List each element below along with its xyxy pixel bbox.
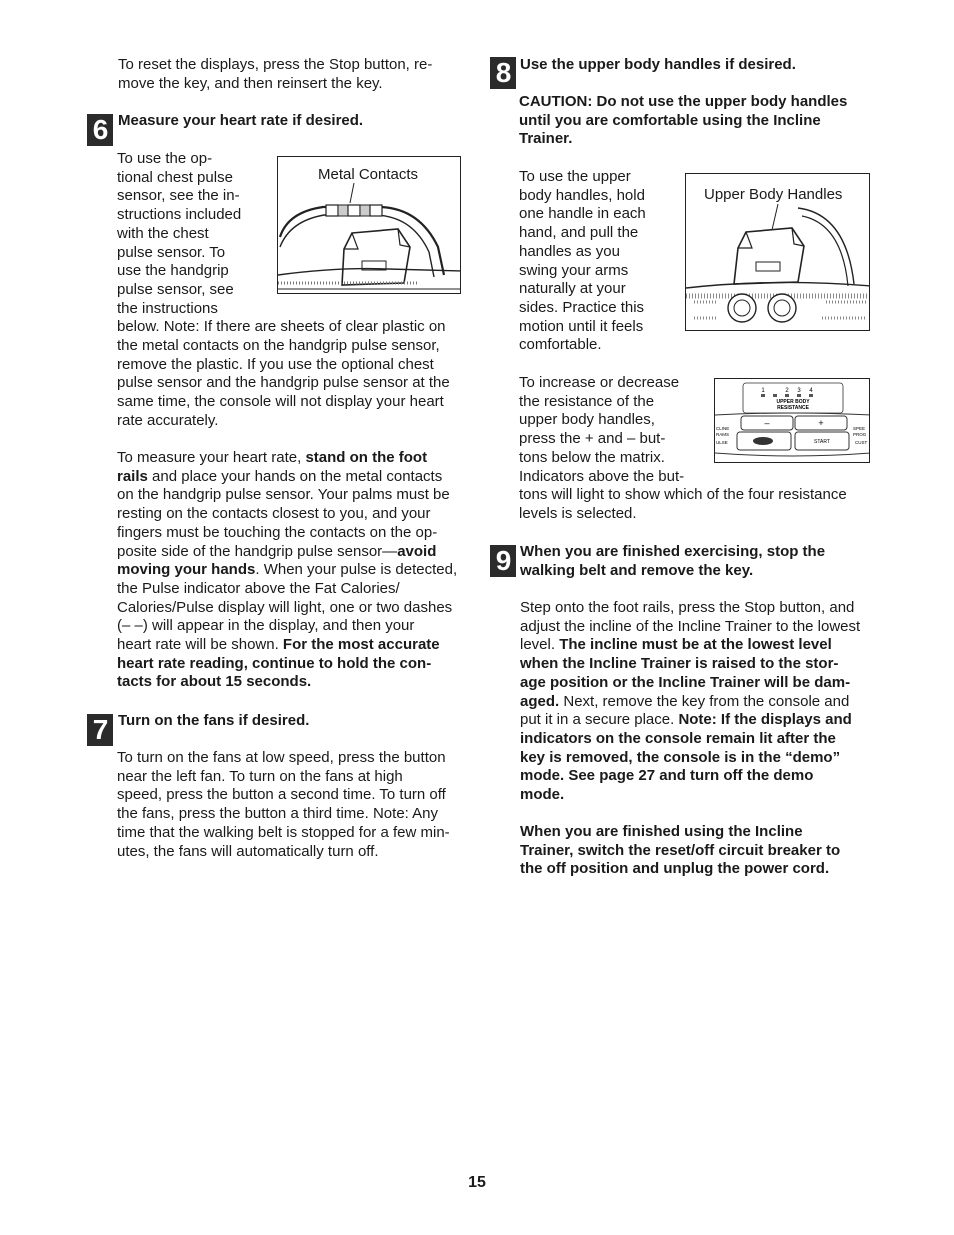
level-2-label: 2 [785, 388, 789, 394]
text-line: press the + and – but- [519, 430, 666, 448]
text-line: on the handgrip pulse sensor. Your palms must be [117, 486, 450, 504]
console-illustration [715, 379, 870, 463]
text-line: To reset the displays, press the Stop button, re- [118, 56, 433, 73]
level-4-label: 4 [809, 388, 813, 394]
text-line: comfortable. [519, 336, 602, 354]
text-line: aged. Next, remove the key from the console and [520, 692, 850, 710]
text-line: speed, press the button a second time. To turn off [117, 786, 446, 804]
text-line: remove the plastic. If you use the optional chest [117, 355, 434, 373]
text-line: rails and place your hands on the metal contacts [117, 467, 443, 485]
text-line: near the left fan. To turn on the fans at high [117, 767, 403, 785]
text-line: adjust the incline of the Incline Trainer to the lowest [520, 617, 861, 635]
step-8-paragraph-1 [519, 168, 646, 355]
step-8-caution [519, 93, 847, 149]
text-line: heart rate will be shown. For the most accurate [117, 636, 440, 654]
text-line: To turn on the fans at low speed, press the button [117, 749, 446, 766]
handle-illustration [686, 174, 870, 331]
text-line: CAUTION: Do not use the upper body handles [519, 93, 848, 110]
custom-label: CUST [855, 440, 868, 445]
text-line: hand, and pull the [519, 224, 639, 242]
text-line: put it in a secure place. Note: If the displays and [520, 711, 852, 729]
text-line: Indicators above the but- [519, 467, 685, 485]
text-line: resting on the contacts closest to you, and your [117, 505, 431, 523]
metal-contacts-label: Metal Contacts [318, 166, 419, 183]
text-line: the off position and unplug the power cord. [520, 860, 830, 878]
text-line: pulse sensor and the handgrip pulse sensor at the [117, 374, 450, 392]
upper-body-handles-label: Upper Body Handles [704, 186, 843, 203]
upper-body-title: UPPER BODY [776, 399, 810, 405]
text-line: one handle in each [519, 205, 646, 223]
text-line: Trainer, switch the reset/off circuit breaker to [520, 841, 841, 859]
text-line: To increase or decrease [519, 374, 680, 391]
text-line: move the key, and then reinsert the key. [118, 74, 383, 92]
text-line: the fans, press the button a third time. Note: Any [117, 805, 439, 823]
text-line: tional chest pulse [117, 168, 233, 186]
text-line: sensor, see the in- [117, 187, 240, 205]
text-line: tacts for about 15 seconds. [117, 673, 312, 691]
text-line: the Pulse indicator above the Fat Calories/ [117, 579, 400, 597]
text-line: the metal contacts on the handgrip pulse sensor, [117, 337, 440, 355]
text-line: rate accurately. [117, 411, 219, 429]
step-9-paragraph [520, 599, 860, 805]
handgrip-illustration [278, 157, 461, 294]
text-line: below. Note: If there are sheets of clear plastic on [117, 318, 446, 336]
text-line: When you are finished exercising, stop the [520, 543, 826, 560]
text-line: the instructions [117, 299, 218, 317]
step-7-paragraph [117, 749, 450, 861]
text-line: body handles, hold [519, 186, 645, 204]
level-3-label: 3 [797, 388, 801, 394]
text-line: Calories/Pulse display will light, one or two dashes [117, 598, 453, 616]
text-line: the resistance of the [519, 392, 655, 410]
text-line: upper body handles, [519, 411, 655, 429]
text-line: To use the upper [519, 168, 631, 185]
text-line: time that the walking belt is stopped for a few min- [117, 823, 450, 841]
plus-label: + [818, 418, 824, 428]
text-line: tons will light to show which of the four resistance [519, 486, 847, 504]
text-line: naturally at your [519, 280, 626, 298]
step-9-heading [520, 543, 825, 580]
step-8-badge: 8 [490, 57, 516, 89]
reset-instructions [118, 56, 432, 93]
programs-label: RAMS [716, 432, 730, 437]
speed-label: SPEE [853, 426, 866, 431]
step-6-heading: Measure your heart rate if desired. [118, 112, 364, 129]
pulse-label: ULSE [716, 440, 728, 445]
text-line: tons below the matrix. [519, 448, 665, 466]
text-line: To use the op- [117, 150, 213, 167]
text-line: heart rate reading, continue to hold the con- [117, 654, 432, 672]
text-line: To measure your heart rate, stand on the foot [117, 449, 428, 466]
text-line: same time, the console will not display your heart [117, 393, 444, 411]
text-line: walking belt and remove the key. [520, 561, 754, 579]
text-line: key is removed, the console is in the “demo” [520, 748, 841, 766]
level-1-label: 1 [761, 388, 765, 394]
text-line: mode. [520, 786, 565, 804]
text-line: pulse sensor. To [117, 243, 226, 261]
text-line: moving your hands. When your pulse is detected, [117, 561, 458, 579]
text-line: level. The incline must be at the lowest level [520, 636, 832, 654]
text-line: Trainer. [519, 130, 573, 148]
text-line: age position or the Incline Trainer will be dam- [520, 673, 851, 691]
step-7-badge: 7 [87, 714, 113, 746]
text-line: until you are comfortable using the Incline [519, 111, 821, 129]
text-line: use the handgrip [117, 262, 229, 280]
text-line: sides. Practice this [519, 298, 645, 316]
step-7-heading: Turn on the fans if desired. [118, 712, 310, 729]
resistance-title: RESISTANCE [777, 405, 809, 411]
text-line: When you are finished using the Incline [520, 823, 803, 840]
start-label: START [814, 439, 830, 445]
metal-contacts-figure [277, 156, 461, 294]
text-line: handles as you [519, 242, 620, 260]
step-9-final-note [520, 823, 840, 879]
text-line: when the Incline Trainer is raised to the stor- [520, 655, 839, 673]
text-line: motion until it feels [519, 317, 644, 335]
resistance-panel-figure [714, 378, 870, 463]
text-line: with the chest [117, 224, 209, 242]
text-line: swing your arms [519, 261, 629, 279]
upper-body-handles-figure [685, 173, 870, 331]
text-line: structions included [117, 206, 242, 224]
page-number: 15 [468, 1174, 486, 1191]
minus-label: – [764, 418, 770, 428]
text-line: utes, the fans will automatically turn off. [117, 842, 379, 860]
incline-label: CLINE [716, 426, 730, 431]
step-8-heading: Use the upper body handles if desired. [520, 56, 796, 73]
text-line: (– –) will appear in the display, and then your [117, 617, 415, 635]
step-6-paragraph-2 [117, 449, 457, 692]
text-line: mode. See page 27 and turn off the demo [520, 767, 814, 785]
text-line: indicators on the console remain lit after the [520, 729, 836, 747]
program-label: PROG [853, 432, 867, 437]
text-line: posite side of the handgrip pulse sensor—avoid [117, 542, 437, 560]
text-line: fingers must be touching the contacts on the op- [117, 523, 438, 541]
step-9-badge: 9 [490, 545, 516, 577]
text-line: levels is selected. [519, 504, 637, 522]
step-6-badge: 6 [87, 114, 113, 146]
text-line: pulse sensor, see [117, 280, 234, 298]
text-line: Step onto the foot rails, press the Stop button, and [520, 599, 855, 616]
